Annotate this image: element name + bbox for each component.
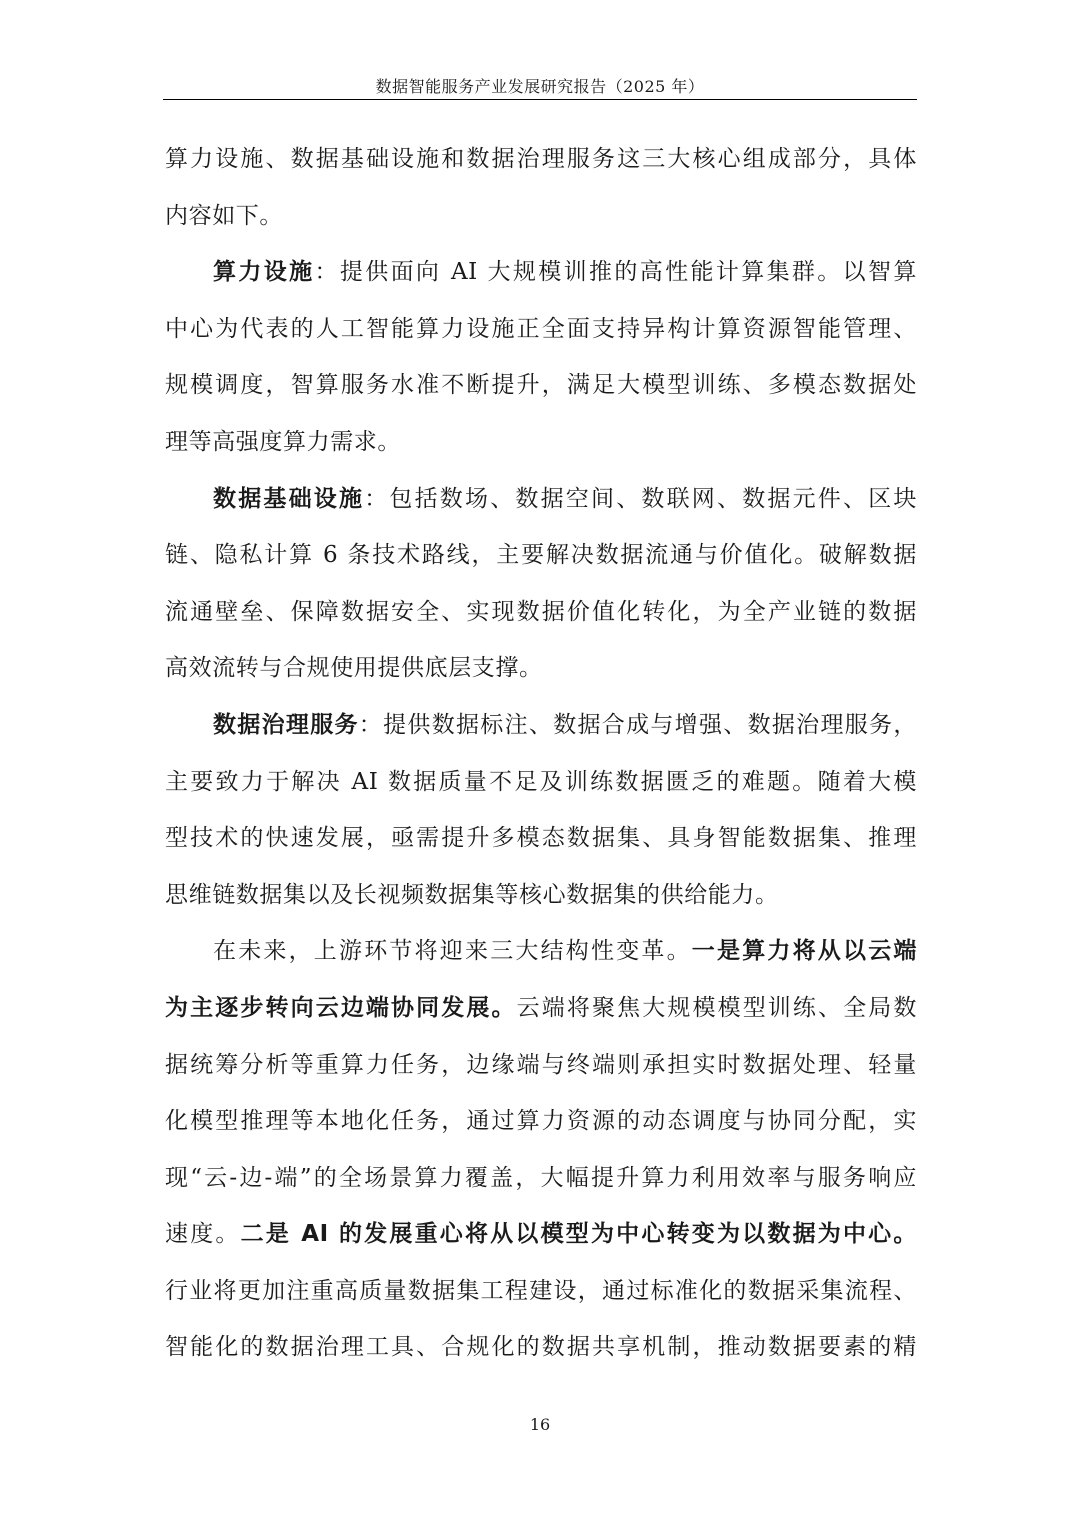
paragraph-future-changes: [165, 923, 917, 1376]
paragraph-data-infrastructure: [165, 471, 917, 697]
text-span: ：提供数据标注、数据合成与增强、数据治理服务，: [358, 711, 917, 738]
term-compute-facilities: 算力设施: [213, 259, 315, 286]
text-line: 流通壁垒、保障数据安全、实现数据价值化转化，为全产业链的数据: [165, 598, 917, 625]
text-span: 在未来，上游环节将迎来三大结构性变革。: [213, 938, 692, 965]
paragraph-compute-facilities: [165, 244, 917, 470]
text-line: 据统筹分析等重算力任务，边缘端与终端则承担实时数据处理、轻量: [165, 1051, 917, 1078]
text-span: ：包括数场、数据空间、数联网、数据元件、区块: [364, 485, 917, 512]
page-header-title: 数据智能服务产业发展研究报告（2025 年）: [375, 77, 705, 96]
text-line: 主要致力于解决 AI 数据质量不足及训练数据匮乏的难题。随着大模: [165, 768, 917, 795]
text-span: 云端将聚焦大规模模型训练、全局数: [516, 994, 917, 1021]
text-line: [165, 244, 917, 301]
emphasis-point-one-cont: 为主逐步转向云边端协同发展。: [165, 994, 517, 1021]
text-line: 思维链数据集以及长视频数据集等核心数据集的供给能力。: [165, 881, 779, 908]
emphasis-point-one: 一是算力将从以云端: [691, 938, 917, 965]
page-number: 16: [529, 1415, 551, 1434]
text-span: 速度。: [165, 1221, 241, 1248]
text-line: 现“云-边-端”的全场景算力覆盖，大幅提升算力利用效率与服务响应: [165, 1164, 917, 1191]
text-line: [165, 980, 917, 1037]
text-line: [165, 923, 917, 980]
text-line: 型技术的快速发展，亟需提升多模态数据集、具身智能数据集、推理: [165, 825, 917, 852]
term-data-infrastructure: 数据基础设施: [213, 485, 365, 512]
text-span: ：提供面向 AI 大规模训推的高性能计算集群。以智算: [314, 259, 917, 286]
text-line: [165, 697, 917, 754]
text-line: 规模调度，智算服务水准不断提升，满足大模型训练、多模态数据处: [165, 372, 917, 399]
text-line: 智能化的数据治理工具、合规化的数据共享机制，推动数据要素的精: [165, 1334, 917, 1361]
text-line: 理等高强度算力需求。: [165, 428, 401, 455]
text-line: 行业将更加注重高质量数据集工程建设，通过标准化的数据采集流程、: [165, 1277, 917, 1304]
emphasis-point-two: 二是 AI 的发展重心将从以模型为中心转变为以数据为中心。: [240, 1221, 917, 1248]
text-line: 链、隐私计算 6 条技术路线，主要解决数据流通与价值化。破解数据: [165, 542, 917, 569]
header-divider: [163, 99, 917, 100]
paragraph-1: [165, 131, 917, 244]
text-line: 化模型推理等本地化任务，通过算力资源的动态调度与协同分配，实: [165, 1108, 917, 1135]
text-line: 中心为代表的人工智能算力设施正全面支持异构计算资源智能管理、: [165, 315, 917, 342]
text-line: 算力设施、数据基础设施和数据治理服务这三大核心组成部分，具体: [165, 146, 917, 172]
term-data-governance: 数据治理服务: [213, 711, 359, 738]
text-line: [165, 471, 917, 528]
paragraph-data-governance: [165, 697, 917, 923]
document-body: [165, 131, 917, 1376]
text-line: [165, 1206, 917, 1263]
text-line: 高效流转与合规使用提供底层支撑。: [165, 655, 543, 682]
text-line: 内容如下。: [165, 202, 283, 229]
